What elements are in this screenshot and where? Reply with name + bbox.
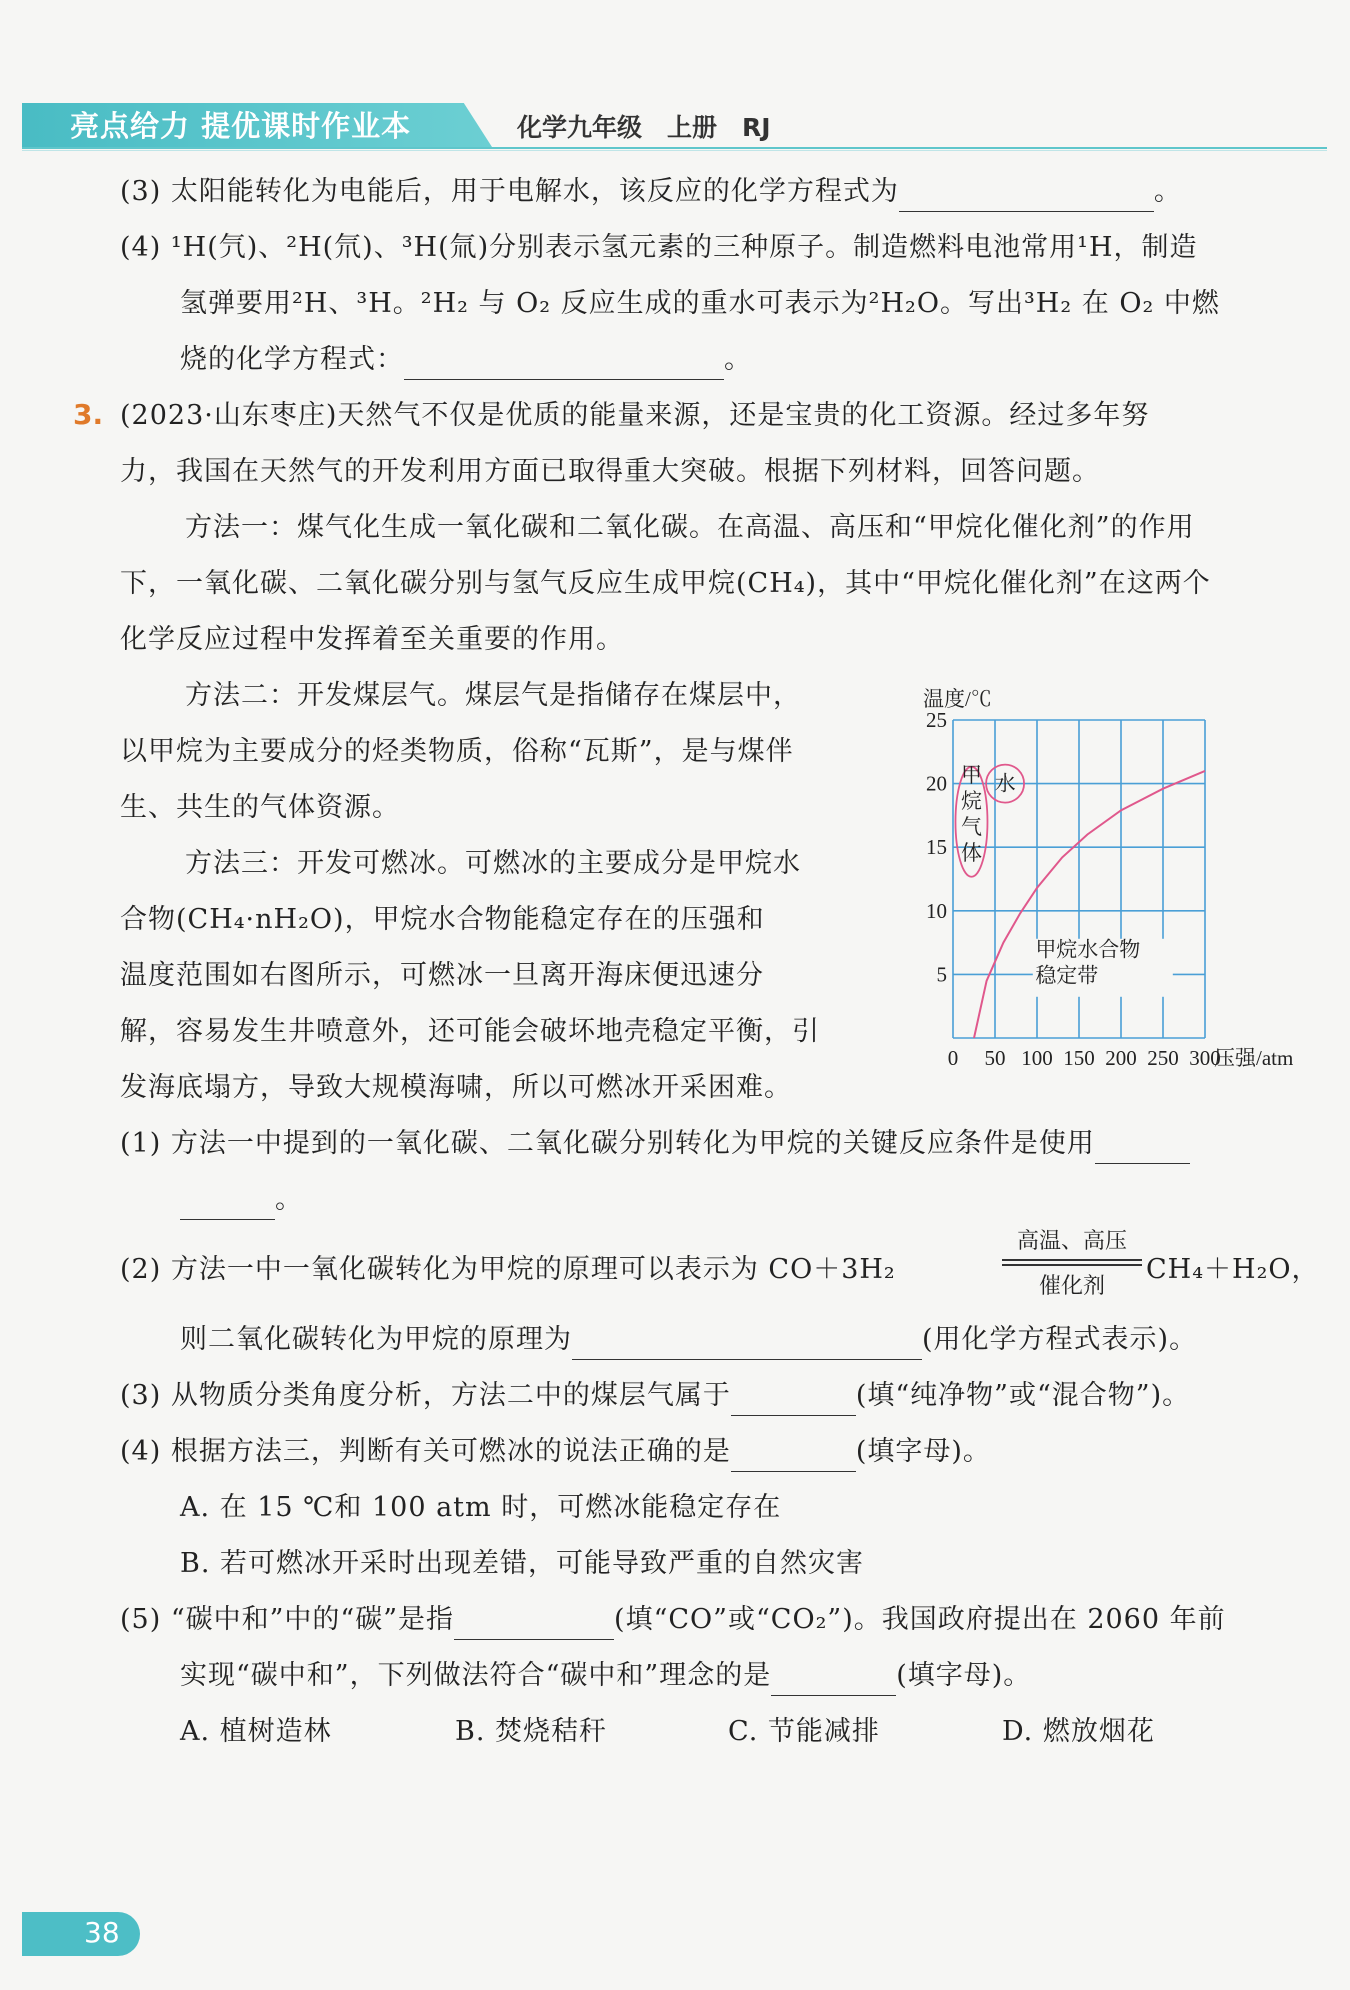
condition-top: 高温、高压	[1016, 1229, 1127, 1254]
answer-blank[interactable]	[180, 1191, 275, 1220]
q2-part4-line2: 氢弹要用²H、³H。²H₂ 与 O₂ 反应生成的重水可表示为²H₂O。写出³H₂ 在 O₂ 中燃	[180, 288, 1220, 319]
sub5-option-d: D. 燃放烟花	[1002, 1716, 1155, 1747]
y-tick-label: 5	[936, 962, 947, 987]
double-bar-top	[1002, 1259, 1142, 1261]
gas-region-label-char: 体	[960, 840, 982, 865]
q2-part4-line3: 烧的化学方程式： 。	[180, 340, 752, 380]
sub4-option-b: B. 若可燃冰开采时出现差错，可能导致严重的自然灾害	[180, 1548, 865, 1579]
sub4-line: (4) 根据方法三，判断有关可燃冰的说法正确的是 (填字母)。	[120, 1432, 991, 1472]
y-tick-label: 10	[926, 898, 947, 923]
gas-region-label-char: 气	[960, 814, 982, 839]
x-tick-label: 100	[1021, 1046, 1053, 1070]
answer-blank[interactable]	[404, 351, 724, 380]
method3-line4: 解，容易发生井喷意外，还可能会破坏地壳稳定平衡，引	[120, 1016, 820, 1047]
method2-line1: 方法二：开发煤层气。煤层气是指储存在煤层中，	[185, 680, 801, 711]
method3-line2: 合物(CH₄·nH₂O)，甲烷水合物能稳定存在的压强和	[120, 904, 765, 935]
gas-region-label-char: 烷	[960, 788, 982, 813]
answer-blank[interactable]	[731, 1443, 856, 1472]
sub5-line2: 实现“碳中和”，下列做法符合“碳中和”理念的是 (填字母)。	[180, 1656, 1031, 1696]
gas-region-label-char: 甲	[960, 762, 982, 787]
reaction-conditions	[1002, 1227, 1142, 1302]
y-tick-label: 15	[926, 835, 947, 860]
y-tick-label: 25	[926, 708, 947, 732]
sub5-option-a: A. 植树造林	[180, 1716, 332, 1747]
x-tick-label: 300	[1189, 1046, 1221, 1070]
header-rule	[22, 147, 1327, 149]
sub1-line2: 。	[180, 1180, 303, 1220]
method2-line2: 以甲烷为主要成分的烃类物质，俗称“瓦斯”，是与煤伴	[120, 736, 794, 767]
method2-line3: 生、共生的气体资源。	[120, 792, 400, 823]
hydrate-region-label-b: 稳定带	[1035, 963, 1099, 988]
q2-part4-line1: (4) ¹H(氕)、²H(氘)、³H(氚)分别表示氢元素的三种原子。制造燃料电池常用¹H，制造	[120, 232, 1198, 263]
book-subtitle: 化学九年级 上册 RJ	[517, 113, 771, 142]
q3-intro-line2: 力，我国在天然气的开发利用方面已取得重大突破。根据下列材料，回答问题。	[120, 456, 1100, 487]
sub5-line1: (5) “碳中和”中的“碳”是指 (填“CO”或“CO₂”)。我国政府提出在 2060 年前	[120, 1600, 1226, 1640]
sub5-option-b: B. 焚烧秸秆	[455, 1716, 608, 1747]
hydrate-region-label-a: 甲烷水合物	[1035, 937, 1141, 962]
method3-line1: 方法三：开发可燃冰。可燃冰的主要成分是甲烷水	[185, 848, 801, 879]
stability-curve	[974, 771, 1205, 1038]
sub3-line: (3) 从物质分类角度分析，方法二中的煤层气属于 (填“纯净物”或“混合物”)。	[120, 1376, 1190, 1416]
method1-line3: 化学反应过程中发挥着至关重要的作用。	[120, 624, 624, 655]
header-rule-thin	[22, 150, 1327, 151]
question-number: 3.	[73, 398, 104, 431]
answer-blank[interactable]	[899, 183, 1154, 212]
condition-bottom: 催化剂	[1038, 1274, 1105, 1299]
y-tick-label: 20	[926, 771, 947, 796]
method1-line1: 方法一：煤气化生成一氧化碳和二氧化碳。在高温、高压和“甲烷化催化剂”的作用	[185, 512, 1195, 543]
sub2-line2: 则二氧化碳转化为甲烷的原理为 (用化学方程式表示)。	[180, 1320, 1197, 1360]
x-tick-label: 250	[1147, 1046, 1179, 1070]
sub5-option-c: C. 节能减排	[728, 1716, 880, 1747]
answer-blank[interactable]	[1095, 1135, 1190, 1164]
method3-line3: 温度范围如右图所示，可燃冰一旦离开海床便迅速分	[120, 960, 764, 991]
double-bar-bottom	[1002, 1264, 1142, 1266]
q3-intro-line1: (2023·山东枣庄)天然气不仅是优质的能量来源，还是宝贵的化工资源。经过多年努	[120, 400, 1150, 431]
hydrate-stability-chart	[916, 676, 1336, 1076]
method3-line5: 发海底塌方，导致大规模海啸，所以可燃冰开采困难。	[120, 1072, 792, 1103]
answer-blank[interactable]	[731, 1387, 856, 1416]
method1-line2: 下，一氧化碳、二氧化碳分别与氢气反应生成甲烷(CH₄)，其中“甲烷化催化剂”在这两个	[120, 568, 1211, 599]
sub2-line1: (2) 方法一中一氧化碳转化为甲烷的原理可以表示为 CO＋3H₂	[120, 1254, 896, 1285]
q2-part3: (3) 太阳能转化为电能后，用于电解水，该反应的化学方程式为 。	[120, 172, 1182, 212]
series-title: 亮点给力 提优课时作业本	[70, 109, 412, 143]
x-tick-label: 0	[947, 1046, 959, 1070]
x-axis-label: 压强/atm	[1214, 1046, 1294, 1070]
x-tick-label: 200	[1105, 1046, 1137, 1070]
page-number-tab	[22, 1912, 140, 1956]
water-region-label: 水	[994, 771, 1016, 796]
page-number: 38	[84, 1916, 120, 1949]
sub4-option-a: A. 在 15 ℃和 100 atm 时，可燃冰能稳定存在	[180, 1492, 782, 1523]
answer-blank[interactable]	[771, 1667, 896, 1696]
y-axis-label: 温度/℃	[923, 687, 992, 711]
x-tick-label: 50	[984, 1046, 1006, 1070]
sub2-products: CH₄＋H₂O，	[1146, 1254, 1320, 1285]
x-tick-label: 150	[1063, 1046, 1095, 1070]
answer-blank[interactable]	[454, 1611, 614, 1640]
answer-blank[interactable]	[572, 1331, 922, 1360]
sub1-line1: (1) 方法一中提到的一氧化碳、二氧化碳分别转化为甲烷的关键反应条件是使用	[120, 1124, 1190, 1164]
